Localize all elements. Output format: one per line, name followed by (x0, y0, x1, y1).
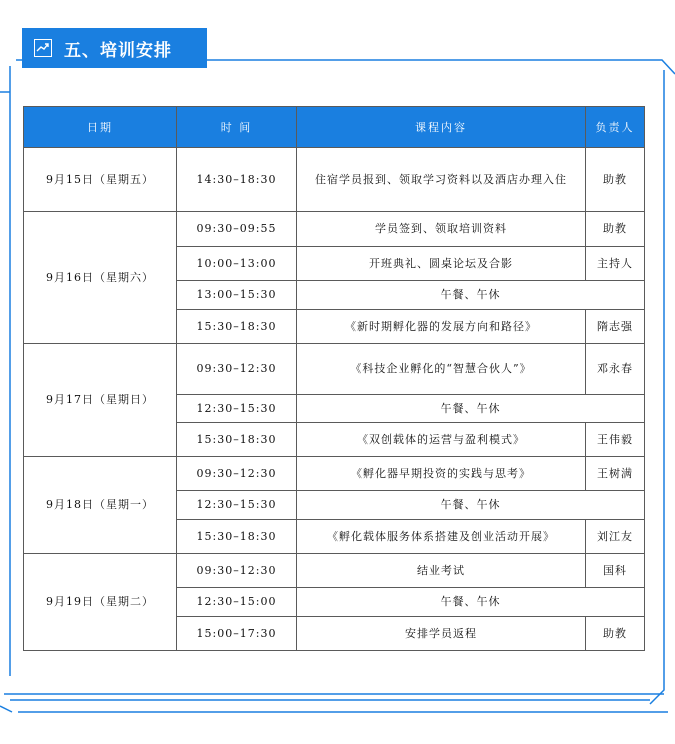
owner-cell: 主持人 (586, 247, 645, 281)
table-header-row (24, 107, 645, 148)
schedule-table (23, 106, 645, 651)
table-row (24, 344, 645, 395)
content-cell: 《科技企业孵化的“智慧合伙人”》 (297, 344, 586, 395)
owner-cell: 王伟毅 (586, 423, 645, 457)
owner-cell: 隋志强 (586, 310, 645, 344)
content-cell: 《双创载体的运营与盈利模式》 (297, 423, 586, 457)
content-cell: 结业考试 (297, 554, 586, 588)
time-cell: 13:00–15:30 (177, 281, 297, 310)
date-cell: 9月19日（星期二） (24, 554, 177, 651)
content-cell: 午餐、午休 (297, 281, 645, 310)
schedule-body (24, 148, 645, 651)
time-cell: 12:30–15:00 (177, 588, 297, 617)
content-cell: 安排学员返程 (297, 617, 586, 651)
table-row (24, 212, 645, 247)
date-cell: 9月18日（星期一） (24, 457, 177, 554)
content-cell: 开班典礼、圆桌论坛及合影 (297, 247, 586, 281)
time-cell: 15:00–17:30 (177, 617, 297, 651)
date-cell: 9月15日（星期五） (24, 148, 177, 212)
content-cell: 午餐、午休 (297, 491, 645, 520)
owner-cell: 助教 (586, 617, 645, 651)
time-cell: 14:30–18:30 (177, 148, 297, 212)
date-cell: 9月17日（星期日） (24, 344, 177, 457)
time-cell: 12:30–15:30 (177, 395, 297, 423)
header-date: 日期 (24, 107, 177, 148)
table-row (24, 554, 645, 588)
time-cell: 10:00–13:00 (177, 247, 297, 281)
owner-cell: 邓永春 (586, 344, 645, 395)
date-cell: 9月16日（星期六） (24, 212, 177, 344)
header-content: 课程内容 (297, 107, 586, 148)
content-cell: 住宿学员报到、领取学习资料以及酒店办理入住 (297, 148, 586, 212)
content-cell: 午餐、午休 (297, 588, 645, 617)
time-cell: 15:30–18:30 (177, 423, 297, 457)
time-cell: 09:30–09:55 (177, 212, 297, 247)
owner-cell: 刘江友 (586, 520, 645, 554)
time-cell: 09:30–12:30 (177, 344, 297, 395)
content-cell: 学员签到、领取培训资料 (297, 212, 586, 247)
time-cell: 15:30–18:30 (177, 520, 297, 554)
owner-cell: 助教 (586, 148, 645, 212)
time-cell: 09:30–12:30 (177, 457, 297, 491)
content-cell: 《新时期孵化器的发展方向和路径》 (297, 310, 586, 344)
owner-cell: 王树满 (586, 457, 645, 491)
content-cell: 《孵化载体服务体系搭建及创业活动开展》 (297, 520, 586, 554)
header-owner: 负责人 (586, 107, 645, 148)
time-cell: 12:30–15:30 (177, 491, 297, 520)
table-row (24, 148, 645, 212)
owner-cell: 助教 (586, 212, 645, 247)
section-title: 五、培训安排 (64, 40, 172, 61)
content-cell: 《孵化器早期投资的实践与思考》 (297, 457, 586, 491)
owner-cell: 国科 (586, 554, 645, 588)
time-cell: 09:30–12:30 (177, 554, 297, 588)
content-cell: 午餐、午休 (297, 395, 645, 423)
header-time: 时 间 (177, 107, 297, 148)
table-row (24, 457, 645, 491)
section-title-tab (22, 28, 207, 68)
trend-chart-icon (34, 39, 52, 57)
time-cell: 15:30–18:30 (177, 310, 297, 344)
